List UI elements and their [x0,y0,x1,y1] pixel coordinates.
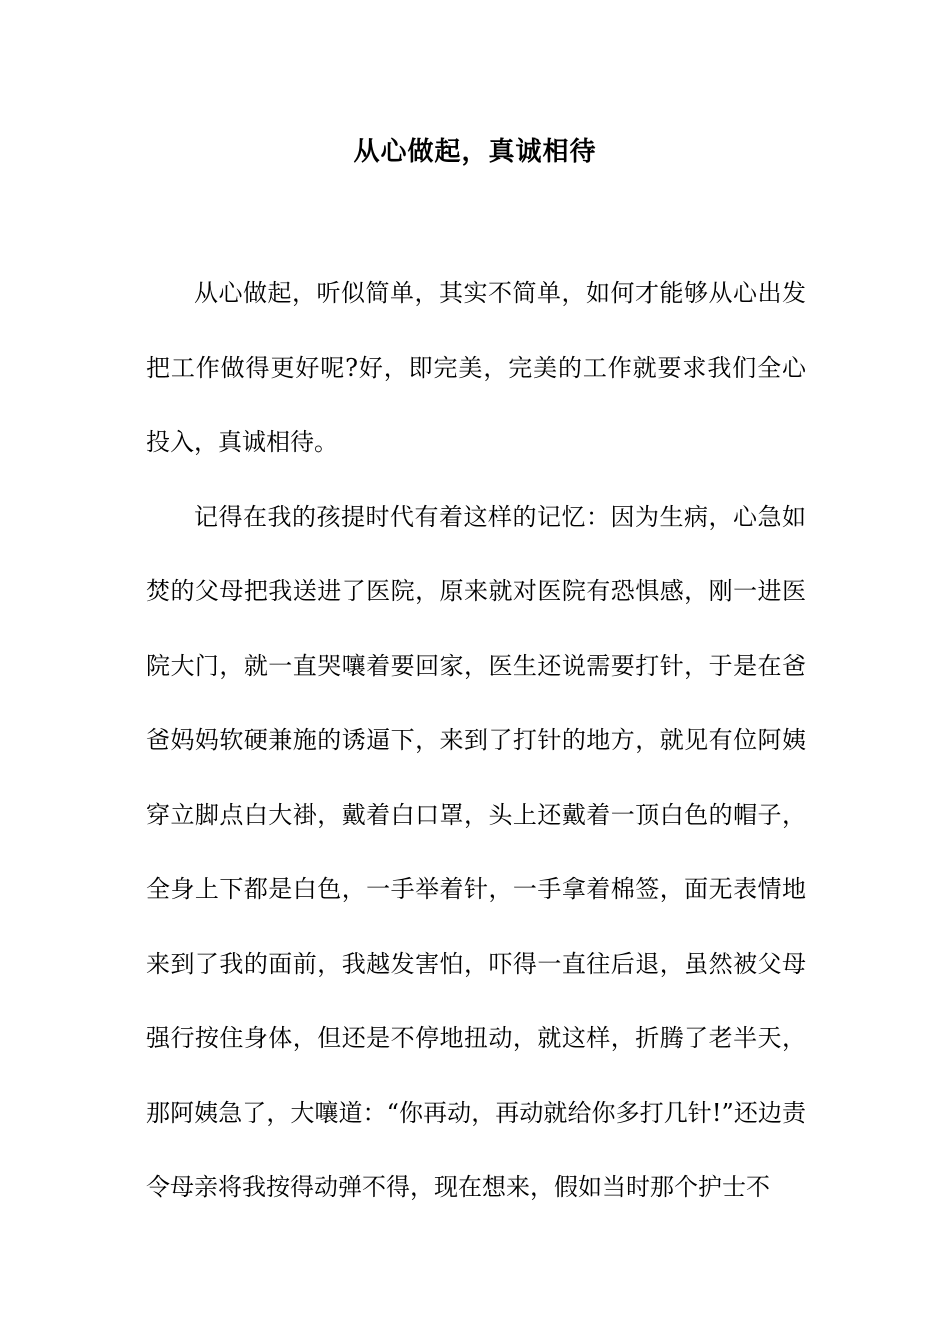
document-title: 从心做起，真诚相待 [353,137,597,167]
document-body [146,256,806,1225]
paragraph: 记得在我的孩提时代有着这样的记忆：因为生病，心急如焚的父母把我送进了医院，原来就对医院有恐惧感，刚一进医院大门，就一直哭嚷着要回家，医生还说需要打针，于是在爸爸妈妈软硬兼施的诱逼下，来到了打针的地方，就见有位阿姨穿立脚点白大褂，戴着白口罩，头上还戴着一顶白色的帽子，全身上下都是白色，一手举着针，一手拿着棉签，面无表情地来到了我的面前，我越发害怕，吓得一直往后退，虽然被父母强行按住身体，但还是不停地扭动，就这样，折腾了老半天，那阿姨急了，大嚷道：“你再动，再动就给你多打几针!”还边责令母亲将我按得动弹不得，现在想来，假如当时那个护士不 [146,502,806,1201]
paragraph: 从心做起，听似简单，其实不简单，如何才能够从心出发把工作做得更好呢?好，即完美，完美的工作就要求我们全心投入，真诚相待。 [146,279,806,456]
